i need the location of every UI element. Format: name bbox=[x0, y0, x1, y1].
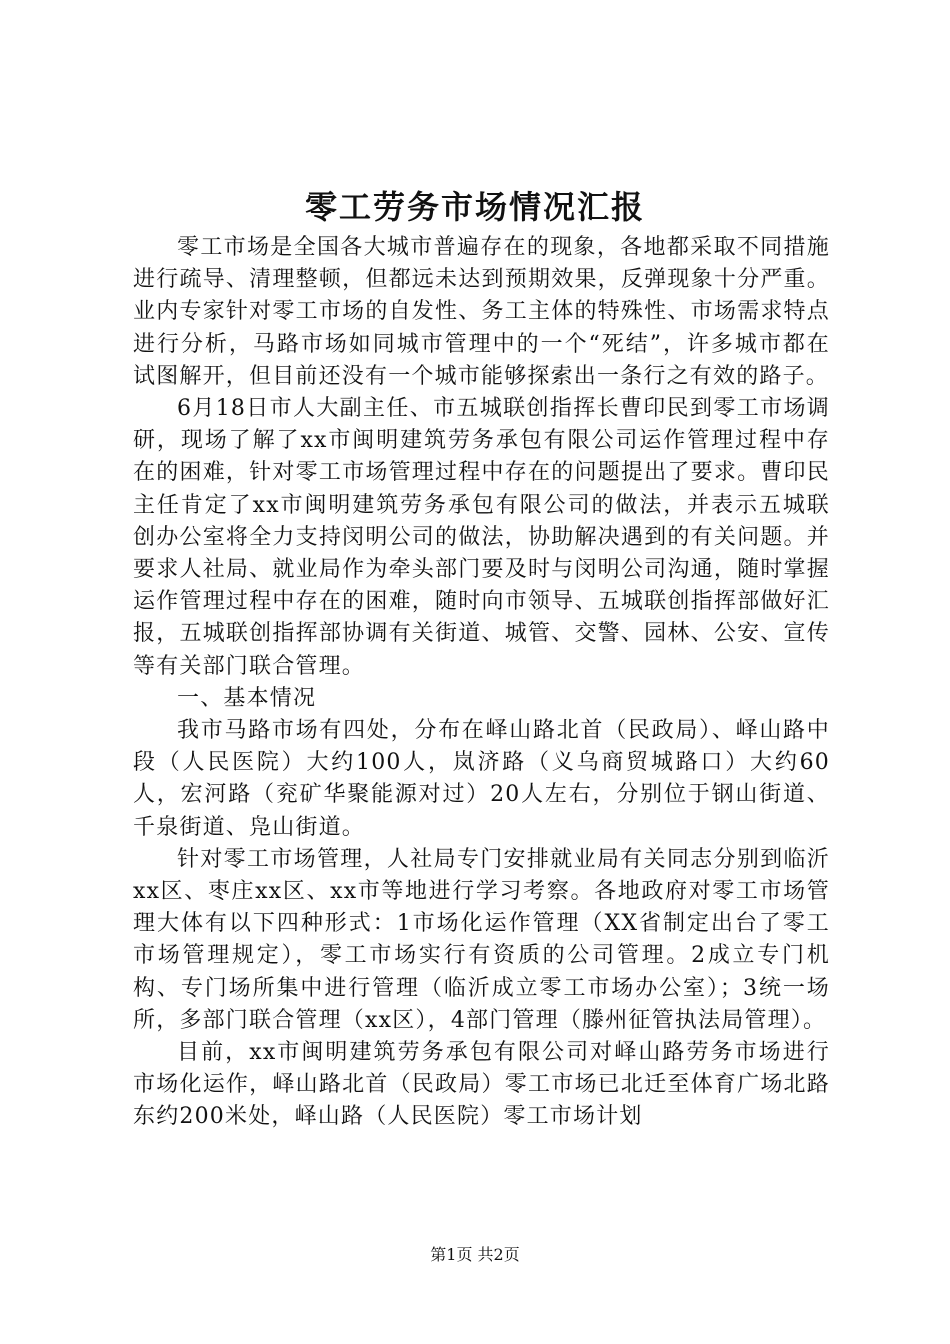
paragraph-intro: 零工市场是全国各大城市普遍存在的现象，各地都采取不同措施进行疏导、清理整顿，但都远未达到预期效果，反弹现象十分严重。业内专家针对零工市场的自发性、务工主体的特殊性、市场需求特点进行分析，马路市场如同城市管理中的一个“死结”，许多城市都在试图解开，但目前还没有一个城市能够探索出一条行之有效的路子。 bbox=[133, 235, 830, 389]
section-heading-basic-situation: 一、基本情况 bbox=[177, 685, 317, 711]
paragraph-management-forms: 针对零工市场管理，人社局专门安排就业局有关同志分别到临沂xx区、枣庄xx区、xx市等地进行学习考察。各地政府对零工市场管理大体有以下四种形式：1市场化运作管理（XX省制定出台了零工市场管理规定），零工市场实行有资质的公司管理。2成立专门机构、专门场所集中进行管理（临沂成立零工市场办公室）；3统一场所，多部门联合管理（xx区），4部门管理（滕州征管执法局管理）。 bbox=[133, 846, 830, 1033]
paragraph-market-locations: 我市马路市场有四处，分布在峄山路北首（民政局）、峄山路中段（人民医院）大约100人，岚济路（义乌商贸城路口）大约60人，宏河路（兖矿华聚能源对过）20人左右，分别位于钢山街道、千泉街道、凫山街道。 bbox=[133, 718, 830, 840]
page-number-footer: 第1页 共2页 bbox=[430, 1245, 520, 1264]
document-body bbox=[133, 232, 830, 1134]
document-title: 零工劳务市场情况汇报 bbox=[304, 188, 645, 226]
paragraph-current-status: 目前，xx市闽明建筑劳务承包有限公司对峄山路劳务市场进行市场化运作，峄山路北首（民政局）零工市场已北迁至体育广场北路东约200米处，峄山路（人民医院）零工市场计划 bbox=[133, 1040, 830, 1130]
paragraph-inspection: 6月18日市人大副主任、市五城联创指挥长曹印民到零工市场调研，现场了解了xx市闽明建筑劳务承包有限公司运作管理过程中存在的困难，针对零工市场管理过程中存在的问题提出了要求。曹印民主任肯定了xx市闽明建筑劳务承包有限公司的做法，并表示五城联创办公室将全力支持闵明公司的做法，协助解决遇到的有关问题。并要求人社局、就业局作为牵头部门要及时与闵明公司沟通，随时掌握运作管理过程中存在的困难，随时向市领导、五城联创指挥部做好汇报，五城联创指挥部协调有关街道、城管、交警、园林、公安、宣传等有关部门联合管理。 bbox=[133, 396, 830, 679]
